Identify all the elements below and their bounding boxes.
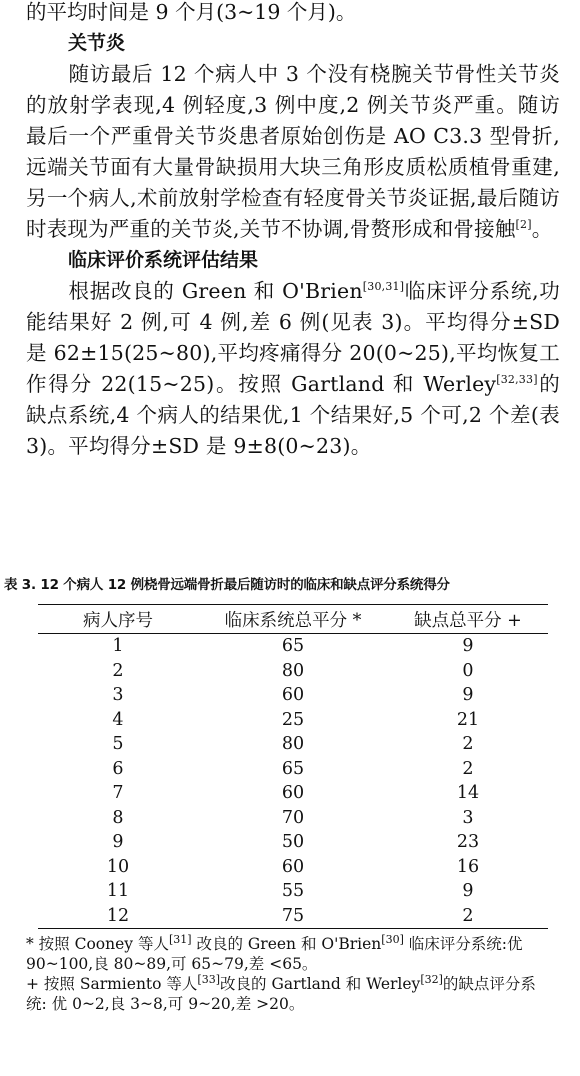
header-patient-number: 病人序号: [38, 605, 198, 634]
footnote-clinical: [26, 934, 556, 974]
paragraph-arthritis-end: 。: [531, 217, 553, 241]
table-row: [38, 683, 548, 708]
cell-clinical-score: 80: [281, 734, 305, 755]
header-clinical-score: 临床系统总平分 *: [198, 605, 388, 634]
cell-clinical-score: 60: [281, 783, 305, 804]
cell-clinical-score: 65: [281, 636, 305, 657]
cell-clinical-score: 75: [198, 904, 388, 929]
cell-clinical-score: 55: [281, 881, 305, 902]
cell-demerit-score: 9: [462, 685, 474, 706]
cell-patient-number: 6: [112, 758, 124, 779]
cell-patient-number: 5: [112, 734, 124, 755]
footnote-text: * 按照 Cooney 等人: [26, 935, 169, 953]
cell-demerit-score: 23: [456, 832, 480, 853]
paragraph-arthritis-text: 随访最后 12 个病人中 3 个没有桡腕关节骨性关节炎的放射学表现,4 例轻度,3 例中度,2 例关节炎严重。随访最后一个严重骨关节炎患者原始创伤是 AO C3.3 型骨折,远端关节面有大量骨缺损用大块三角形皮质松质植骨重建,另一个病人,术前放射学检查有轻度骨关节炎证据,最后随访时表现为严重的关节炎,关节不协调,骨赘形成和骨接触: [26, 62, 560, 241]
table-row: [38, 806, 548, 831]
cell-clinical-score: 80: [281, 660, 305, 681]
table-row: [38, 732, 548, 757]
paragraph-clinical-text-a: 根据改良的 Green 和 O'Brien: [68, 279, 363, 303]
footnote-text: 改良的 Green 和 O'Brien: [191, 935, 382, 953]
cell-demerit-score: 0: [462, 660, 474, 681]
cell-clinical-score: 70: [281, 807, 305, 828]
cell-demerit-score: 9: [462, 636, 474, 657]
cell-demerit-score: 2: [462, 758, 474, 779]
cell-demerit-score: 9: [462, 881, 474, 902]
cell-demerit-score: 14: [456, 783, 480, 804]
article-body: [26, 0, 560, 462]
cell-clinical-score: 50: [281, 832, 305, 853]
cell-demerit-score: 21: [456, 709, 480, 730]
cell-patient-number: 2: [112, 660, 124, 681]
cell-patient-number: 7: [112, 783, 124, 804]
cell-demerit-score: 2: [388, 904, 548, 929]
citation-ref: [30]: [381, 932, 404, 946]
citation-ref: [2]: [515, 218, 532, 232]
paragraph-clinical-text-b: 临床评分系统,功能结果好 2 例,可 4 例,差 6 例(见表 3)。平均得分±SD 是 62±15(25~80),平均疼痛得分 20(0~25),平均恢复工作得分 22(15~25)。按照 Gartland 和 Werley: [26, 279, 560, 396]
cell-patient-number: 1: [112, 636, 124, 657]
citation-ref: [32,33]: [496, 373, 538, 387]
cell-demerit-score: 2: [462, 734, 474, 755]
cell-demerit-score: 3: [462, 807, 474, 828]
table-row: [38, 879, 548, 904]
cell-patient-number: 3: [112, 685, 124, 706]
paragraph-clinical-text-c: 的缺点系统,4 个病人的结果优,1 个结果好,5 个可,2 个差(表 3)。平均得分±SD 是 9±8(0~23)。: [26, 372, 560, 458]
header-demerit-score: 缺点总平分 +: [388, 605, 548, 634]
score-table: [38, 604, 548, 929]
footnote-text: 的缺点评分系统: 优 0~2,良 3~8,可 9~20,差 >20。: [26, 975, 536, 1013]
cell-patient-number: 8: [112, 807, 124, 828]
table-row: [38, 757, 548, 782]
paragraph-continued: 的平均时间是 9 个月(3~19 个月)。: [26, 0, 357, 24]
cell-patient-number: 4: [112, 709, 124, 730]
table-footnotes: [26, 934, 556, 1014]
table-row: [38, 830, 548, 855]
cell-clinical-score: 65: [281, 758, 305, 779]
table-row: [38, 659, 548, 684]
table-body: [38, 634, 548, 929]
table-caption: 表 3. 12 个病人 12 例桡骨远端骨折最后随访时的临床和缺点评分系统得分: [4, 577, 450, 593]
table-row: [38, 634, 548, 659]
cell-patient-number: 9: [112, 832, 124, 853]
section-heading-clinical-evaluation: 临床评价系统评估结果: [68, 249, 259, 271]
footnote-text: + 按照 Sarmiento 等人: [26, 975, 198, 993]
cell-clinical-score: 25: [281, 709, 305, 730]
footnote-text: 改良的 Gartland 和 Werley: [220, 975, 421, 993]
table-row: [38, 708, 548, 733]
cell-clinical-score: 60: [281, 856, 305, 877]
cell-clinical-score: 60: [281, 685, 305, 706]
footnote-demerit: [26, 974, 556, 1014]
cell-patient-number: 12: [38, 904, 198, 929]
table-row: [38, 904, 548, 929]
citation-ref: [31]: [168, 932, 192, 946]
table-row: [38, 855, 548, 880]
cell-patient-number: 10: [106, 856, 130, 877]
paragraph-arthritis: [26, 59, 560, 245]
table-row: [38, 781, 548, 806]
score-table-container: [38, 604, 548, 929]
cell-demerit-score: 16: [456, 856, 480, 877]
paragraph-clinical-evaluation: [26, 276, 560, 462]
cell-patient-number: 11: [106, 881, 130, 902]
citation-ref: [32]: [420, 972, 443, 986]
footnote-text: 临床评分系统:优 90~100,良 80~89,可 65~79,差 <65。: [26, 935, 523, 973]
citation-ref: [33]: [197, 972, 221, 986]
table-header-row: [38, 605, 548, 634]
citation-ref: [30,31]: [362, 280, 405, 294]
section-heading-arthritis: 关节炎: [68, 32, 126, 54]
